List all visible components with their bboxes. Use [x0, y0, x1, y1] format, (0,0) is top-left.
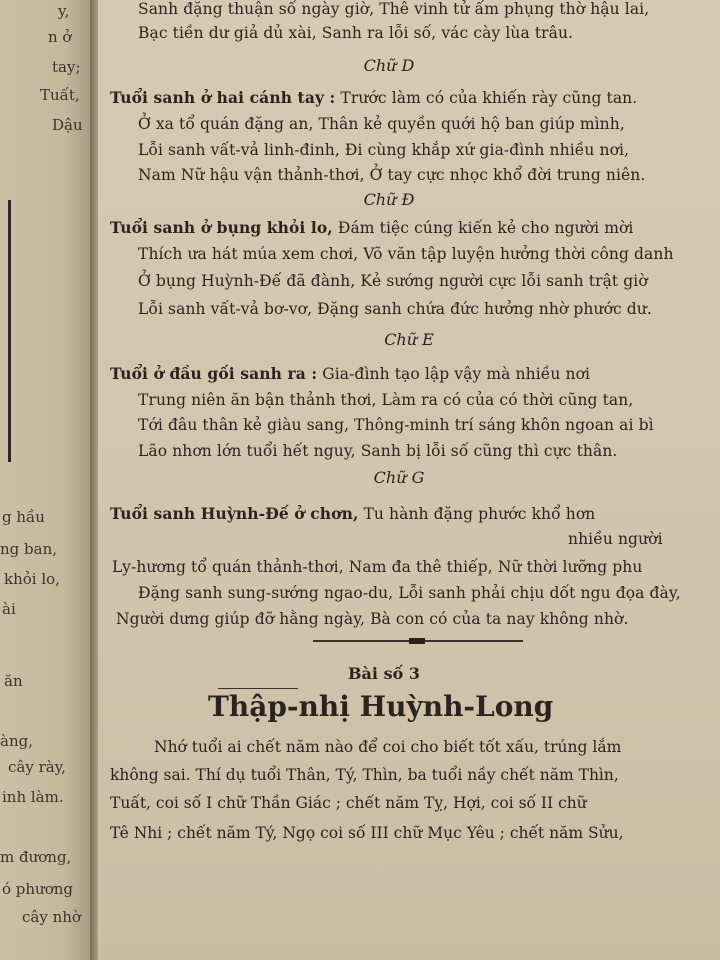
verse-line: Nam Nữ hậu vận thảnh-thơi, Ở tay cực nhọc khổ đời trung niên. [138, 166, 646, 184]
margin-fragment: ng ban, [0, 540, 58, 558]
section-heading: Chữ D [363, 56, 415, 75]
margin-fragment: g hầu [2, 508, 45, 526]
verse-line: Ly-hương tổ quán thảnh-thơi, Nam đa thê thiếp, Nữ thời lưỡng phu [112, 558, 643, 576]
margin-fragment: àng, [0, 732, 33, 750]
margin-fragment: Tuất, [40, 86, 80, 104]
verse-line [110, 504, 595, 523]
verse-line: Người dưng giúp đỡ hằng ngày, Bà con có của ta nay không nhờ. [116, 610, 629, 628]
verse-line: Ở bụng Huỳnh-Đế đã đành, Kẻ sướng người cực lỗi sanh trật giờ [138, 272, 648, 290]
margin-fragment: y, [58, 2, 70, 20]
verse-continuation: nhiều người [568, 530, 663, 548]
title-rule [218, 688, 298, 689]
verse-line: Đặng sanh sung-sướng ngao-du, Lỗi sanh phải chịu dốt ngu đọa đày, [138, 584, 681, 602]
margin-fragment: khỏi lo, [4, 570, 60, 588]
verse-rest: Gia-đình tạo lập vậy mà nhiều nơi [317, 365, 591, 383]
verse-line: Lỗi sanh vất-vả linh-đinh, Đi cùng khắp xứ gia-đình nhiều nơi, [138, 141, 630, 159]
chapter-title: Thập-nhị Huỳnh-Long [208, 690, 554, 723]
verse-rest: Đám tiệc cúng kiến kẻ cho người mời [332, 219, 634, 237]
margin-fragment: ài [2, 600, 16, 618]
verse-rest: Tu hành đặng phước khổ hơn [358, 505, 596, 523]
left-page-edge [0, 0, 92, 960]
verse-line: Bạc tiền dư giả dủ xài, Sanh ra lỗi số, vác cày lùa trâu. [138, 24, 574, 42]
verse-line: Tới đâu thân kẻ giàu sang, Thông-minh trí sáng khôn ngoan ai bì [138, 416, 654, 434]
margin-fragment: m đương, [0, 848, 72, 866]
section-heading: Chữ Đ [363, 190, 415, 209]
verse-line: Lỗi sanh vất-vả bơ-vơ, Đặng sanh chứa đức hưởng nhờ phước dư. [138, 300, 652, 318]
lesson-number: Bài số 3 [348, 664, 420, 683]
section-heading: Chữ G [373, 468, 425, 487]
verse-lead: Tuổi sanh ở hai cánh tay : [110, 88, 336, 107]
verse-line: Sanh đặng thuận số ngày giờ, Thê vinh tử ấm phụng thờ hậu lai, [138, 0, 650, 18]
margin-fragment: n ở [48, 28, 72, 46]
verse-line: Ở xa tổ quán đặng an, Thân kẻ quyền quới hộ ban giúp mình, [138, 115, 625, 133]
verse-lead: Tuổi sanh Huỳnh-Đế ở chơn, [110, 504, 359, 523]
margin-fragment: tay; [52, 58, 81, 76]
margin-fragment: cây nhờ [22, 908, 81, 926]
right-page [98, 0, 720, 960]
margin-fragment: Dậu [52, 116, 83, 134]
margin-fragment: inh làm. [2, 788, 64, 806]
verse-line [110, 88, 637, 107]
verse-lead: Tuổi sanh ở bụng khỏi lo, [110, 218, 333, 237]
verse-line: Lão nhơn lớn tuổi hết nguy, Sanh bị lỗi số cũng thì cực thân. [138, 442, 618, 460]
verse-line [110, 364, 590, 383]
verse-line: Trung niên ăn bận thảnh thơi, Làm ra có của có thời cũng tan, [138, 391, 634, 409]
verse-line [110, 218, 633, 237]
section-divider [313, 640, 523, 642]
verse-rest: Trước làm có của khiến rày cũng tan. [335, 89, 638, 107]
paragraph-line: Tê Nhi ; chết năm Tý, Ngọ coi số III chữ Mục Yêu ; chết năm Sửu, [110, 824, 624, 842]
margin-fragment: ăn [4, 672, 23, 690]
paragraph-line: Nhớ tuổi ai chết năm nào để coi cho biết tốt xấu, trúng lắm [154, 738, 622, 756]
verse-lead: Tuổi ở đầu gối sanh ra : [110, 364, 318, 383]
margin-fragment: ó phương [2, 880, 74, 898]
paragraph-line: không sai. Thí dụ tuổi Thân, Tý, Thìn, ba tuổi nầy chết năm Thìn, [110, 766, 619, 784]
paragraph-line: Tuất, coi số I chữ Thần Giác ; chết năm Tỵ, Hợi, coi số II chữ [110, 794, 587, 812]
margin-fragment: cây rày, [8, 758, 66, 776]
section-heading: Chữ E [384, 330, 434, 349]
verse-line: Thích ưa hát múa xem chơi, Võ văn tập luyện hưởng thời công danh [138, 245, 674, 263]
margin-border-line [8, 200, 11, 462]
